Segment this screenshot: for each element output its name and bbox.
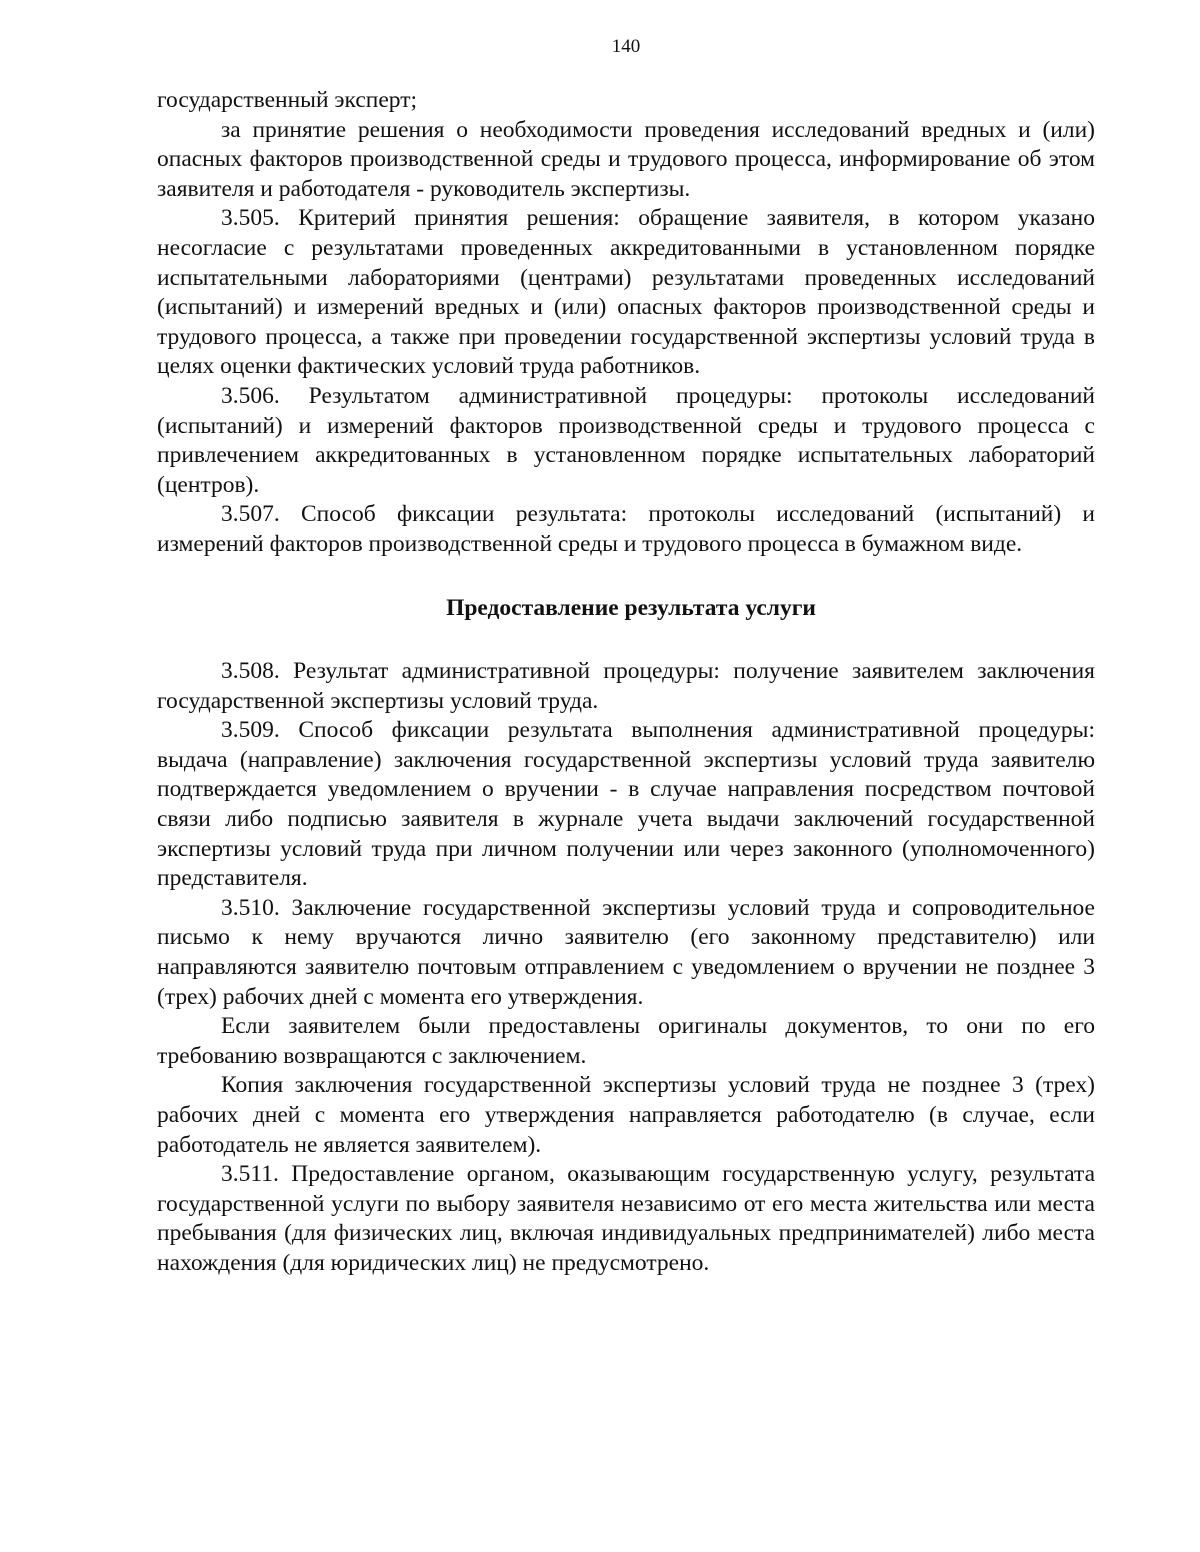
document-body xyxy=(157,86,1095,1279)
paragraph-copy-to-employer: Копия заключения государственной экспертизы условий труда не позднее 3 (трех) рабочих дней с момента его утверждения направляется работодателю (в случае, если работодатель не является заявителем). xyxy=(157,1072,1095,1158)
paragraph-3-509: 3.509. Способ фиксации результата выполнения административной процедуры: выдача (направление) заключения государственной экспертизы условий труда заявителю подтверждается уведомлением о вручении - в случае направления посредством почтовой связи либо подписью заявителя в журнале учета выдачи заключений государственной экспертизы условий труда при личном получении или через законного (уполномоченного) представителя. xyxy=(157,717,1095,892)
section-heading: Предоставление результата услуги xyxy=(446,594,816,621)
paragraph-3-507: 3.507. Способ фиксации результата: протоколы исследований (испытаний) и измерений факторов производственной среды и трудового процесса в бумажном виде. xyxy=(157,501,1095,557)
paragraph-3-510: 3.510. Заключение государственной экспертизы условий труда и сопроводительное письмо к нему вручаются лично заявителю (его законному представителю) или направляются заявителю почтовым отправлением с уведомлением о вручении не позднее 3 (трех) рабочих дней с момента его утверждения. xyxy=(157,894,1095,1010)
paragraph-decision-responsibility: за принятие решения о необходимости проведения исследований вредных и (или) опасных факторов производственной среды и трудового процесса, информирование об этом заявителя и работодателя - руководитель экспертизы. xyxy=(157,116,1095,202)
paragraph-expert: государственный эксперт; xyxy=(157,87,417,113)
paragraph-3-508: 3.508. Результат административной процедуры: получение заявителем заключения государственной экспертизы условий труда. xyxy=(157,658,1095,714)
page-number: 140 xyxy=(611,36,641,57)
paragraph-3-511: 3.511. Предоставление органом, оказывающим государственную услугу, результата государственной услуги по выбору заявителя независимо от его места жительства или места пребывания (для физических лиц, включая индивидуальных предпринимателей) либо места нахождения (для юридических лиц) не предусмотрено. xyxy=(157,1161,1095,1276)
paragraph-3-505: 3.505. Критерий принятия решения: обращение заявителя, в котором указано несогласие с результатами проведенных аккредитованными в установленном порядке испытательными лабораториями (центрами) результатами проведенных исследований (испытаний) и измерений вредных и (или) опасных факторов производственной среды и трудового процесса, а также при проведении государственной экспертизы условий труда в целях оценки фактических условий труда работников. xyxy=(157,205,1095,380)
paragraph-originals-return: Если заявителем были предоставлены оригиналы документов, то они по его требованию возвращаются с заключением. xyxy=(157,1013,1095,1069)
paragraph-3-506: 3.506. Результатом административной процедуры: протоколы исследований (испытаний) и измерений факторов производственной среды и трудового процесса с привлечением аккредитованных в установленном порядке испытательных лабораторий (центров). xyxy=(157,382,1095,498)
